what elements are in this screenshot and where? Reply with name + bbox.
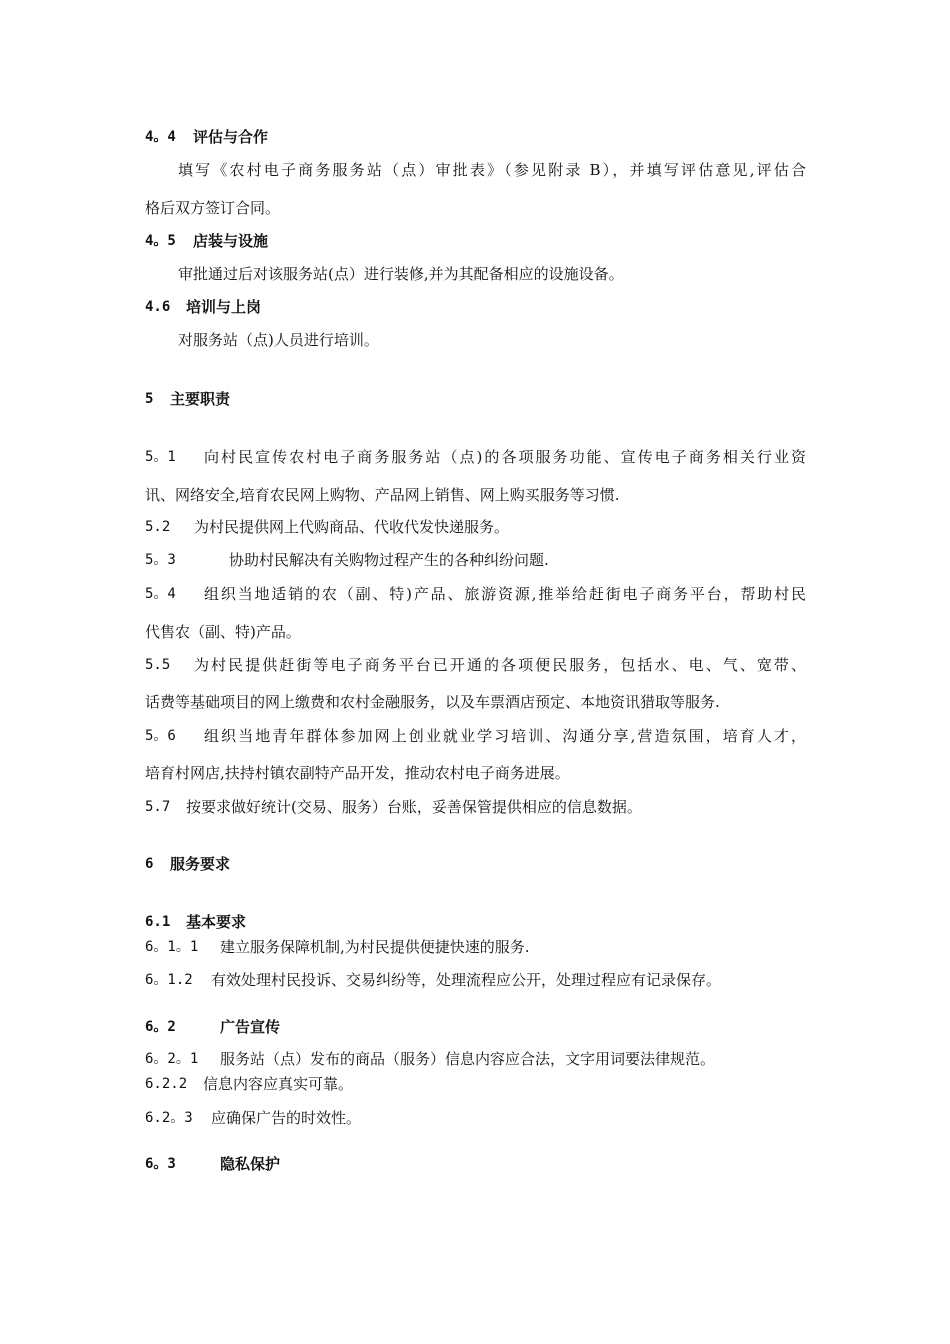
paragraph-text: 话费等基础项目的网上缴费和农村金融服务，以及车票酒店预定、本地资讯猎取等服务. [145, 693, 720, 711]
clause-text: 为村民提供赶街等电子商务平台已开通的各项便民服务，包括水、电、气、宽带、 [194, 656, 806, 674]
section-title: 广告宣传 [220, 1018, 281, 1036]
clause-number: 5。4 [145, 586, 176, 602]
clause-text: 为村民提供网上代购商品、代收代发快递服务。 [194, 518, 510, 536]
chapter-title: 服务要求 [170, 855, 231, 873]
clause-number: 5.7 [145, 799, 171, 815]
section-title: 隐私保护 [220, 1155, 281, 1173]
clause-text: 服务站（点）发布的商品（服务）信息内容应合法，文字用词要法律规范。 [220, 1050, 716, 1068]
clause-number: 5.5 [145, 657, 171, 673]
clause-text: 应确保广告的时效性。 [211, 1109, 362, 1127]
section-number: 6。2 [145, 1019, 176, 1035]
clause-text: 组织当地适销的农（副、特)产品、旅游资源,推举给赶街电子商务平台，帮助村民 [204, 585, 806, 603]
clause-text: 信息内容应真实可靠。 [203, 1075, 354, 1093]
chapter-number: 6 [145, 856, 154, 872]
clause-number: 5.2 [145, 519, 171, 535]
clause-number: 5。6 [145, 728, 176, 744]
section-title: 基本要求 [186, 913, 247, 931]
paragraph-text: 培育村网店,扶持村镇农副特产品开发，推动农村电子商务进展。 [145, 764, 570, 782]
clause-number: 5。1 [145, 449, 176, 465]
clause-text: 建立服务保障机制,为村民提供便捷快速的服务. [220, 938, 530, 956]
paragraph-text: 代售农（副、特)产品。 [145, 623, 301, 641]
clause-number: 6.2。3 [145, 1110, 193, 1126]
paragraph-text: 格后双方签订合同。 [145, 199, 281, 217]
clause-number: 6。2。1 [145, 1051, 199, 1067]
section-number: 4.6 [145, 299, 171, 315]
paragraph-text: 填写《农村电子商务服务站（点）审批表》（参见附录 B），并填写评估意见,评估合 [178, 161, 806, 179]
paragraph-text: 审批通过后对该服务站(点）进行装修,并为其配备相应的设施设备。 [178, 265, 624, 283]
paragraph-text: 讯、网络安全,培育农民网上购物、产品网上销售、网上购买服务等习惯. [145, 486, 620, 504]
clause-text: 按要求做好统计(交易、服务）台账，妥善保管提供相应的信息数据。 [186, 798, 642, 816]
section-number: 4。5 [145, 233, 176, 249]
section-title: 培训与上岗 [186, 298, 262, 316]
clause-text: 组织当地青年群体参加网上创业就业学习培训、沟通分享,营造氛围，培育人才， [204, 727, 806, 745]
paragraph-text: 对服务站（点)人员进行培训。 [178, 331, 379, 349]
section-title: 店装与设施 [193, 232, 269, 250]
section-number: 6.1 [145, 914, 171, 930]
chapter-title: 主要职责 [170, 390, 231, 408]
clause-text: 协助村民解决有关购物过程产生的各种纠纷问题. [229, 551, 549, 569]
clause-number: 6.2.2 [145, 1076, 188, 1092]
clause-number: 6。1.2 [145, 972, 193, 988]
chapter-number: 5 [145, 391, 154, 407]
clause-number: 6。1。1 [145, 939, 199, 955]
section-number: 6。3 [145, 1156, 176, 1172]
section-title: 评估与合作 [193, 128, 269, 146]
clause-text: 向村民宣传农村电子商务服务站（点)的各项服务功能、宣传电子商务相关行业资 [204, 448, 806, 466]
clause-text: 有效处理村民投诉、交易纠纷等，处理流程应公开，处理过程应有记录保存。 [211, 971, 722, 989]
clause-number: 5。3 [145, 552, 176, 568]
section-number: 4。4 [145, 129, 176, 145]
